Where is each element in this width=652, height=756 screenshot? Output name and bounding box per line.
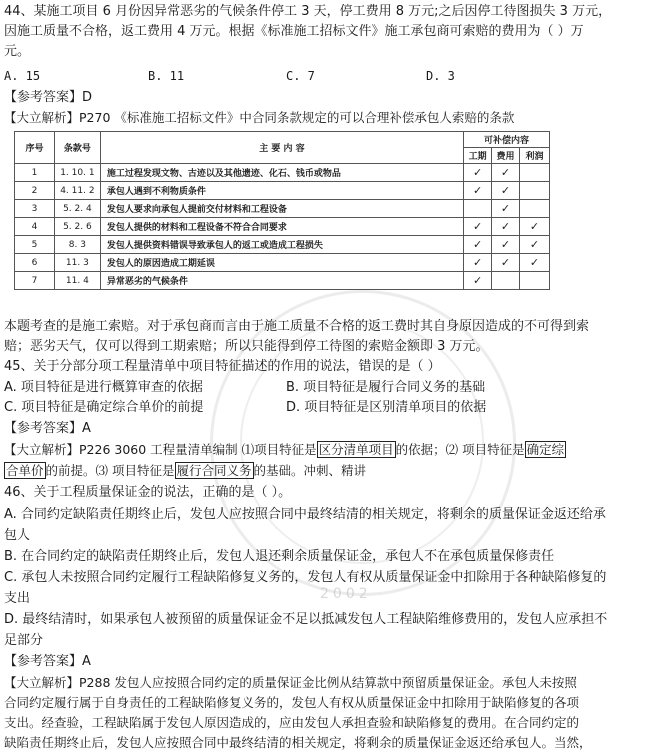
row-clause: 11. 4 — [54, 272, 100, 290]
row-no: 3 — [15, 200, 55, 218]
header-content: 主 要 内 容 — [100, 132, 463, 164]
check-mark — [520, 182, 550, 200]
row-no: 1 — [15, 164, 55, 182]
q45-analysis-part-d: 的基础。冲刺、精讲 — [253, 463, 367, 478]
row-clause: 11. 3 — [54, 254, 100, 272]
check-mark: ✓ — [492, 182, 520, 200]
table-row — [15, 182, 550, 200]
highlight-box-3: 履行合同义务 — [176, 463, 252, 478]
q46-option-a-1: A. 合同约定缺陷责任期终止后，发包人应按照合同中最终结清的相关规定，将剩余的质量保证金返还给承 — [4, 507, 606, 522]
check-mark: ✓ — [492, 218, 520, 236]
claim-compensation-table — [14, 131, 550, 311]
header-duration: 工期 — [464, 148, 492, 164]
table-row — [15, 254, 550, 272]
check-mark: ✓ — [464, 164, 492, 182]
row-clause: 4. 11. 2 — [54, 182, 100, 200]
q45-analysis-line-1 — [4, 441, 566, 459]
q45-option-c: C. 项目特征是确定综合单价的前提 — [4, 400, 204, 415]
highlight-box-2b: 合单价 — [6, 463, 44, 478]
q44-analysis: 【大立解析】P270 《标准施工招标文件》中合同条款规定的可以合理补偿承包人索赔的条款 — [4, 110, 515, 125]
q44-line-2: 因施工质量不合格，返工费用 4 万元。根据《标准施工招标文件》施工承包商可索赔的费用为（ ）万 — [4, 24, 584, 39]
check-mark — [492, 272, 520, 290]
row-clause: 8. 3 — [54, 236, 100, 254]
row-no: 5 — [15, 236, 55, 254]
header-no: 序号 — [15, 132, 55, 164]
header-profit: 利润 — [520, 148, 550, 164]
check-mark — [520, 272, 550, 290]
q45-option-a: A. 项目特征是进行概算审查的依据 — [4, 380, 203, 395]
q46-option-d-1: D. 最终结清时，如果承包人被预留的质量保证金不足以抵减发包人工程缺陷维修费用的，发包人应承担不 — [4, 612, 608, 627]
q45-option-b: B. 项目特征是履行合同义务的基础 — [286, 380, 486, 395]
row-clause: 5. 2. 6 — [54, 218, 100, 236]
row-content: 发包人要求向承包人提前交付材料和工程设备 — [100, 200, 463, 218]
q46-option-b: B. 在合同约定的缺陷责任期终止后，发包人退还剩余质量保证金，承包人不在承包质量保修责任 — [4, 549, 555, 564]
check-mark — [520, 164, 550, 182]
table-row — [15, 164, 550, 182]
check-mark — [520, 200, 550, 218]
q45-line-1: 45、关于分部分项工程量清单中项目特征描述的作用的说法，错误的是（ ） — [4, 359, 441, 374]
q44-option-b: B. 11 — [148, 69, 185, 83]
table-row — [15, 200, 550, 218]
check-mark: ✓ — [492, 164, 520, 182]
check-mark: ✓ — [492, 254, 520, 272]
q44-answer: 【参考答案】D — [4, 90, 93, 105]
header-compensation: 可补偿内容 — [464, 132, 550, 148]
check-mark: ✓ — [464, 182, 492, 200]
header-clause: 条款号 — [54, 132, 100, 164]
check-mark: ✓ — [492, 236, 520, 254]
check-mark: ✓ — [464, 218, 492, 236]
row-no: 2 — [15, 182, 55, 200]
q44-option-a: A. 15 — [4, 69, 41, 83]
q45-analysis-part-a: 【大立解析】P226 3060 工程量清单编制 ⑴项目特征是 — [4, 442, 317, 457]
row-content: 发包人提供资料错误导致承包人的返工或造成工程损失 — [100, 236, 463, 254]
q45-analysis-line-2 — [4, 462, 366, 480]
q44-line-1: 44、某施工项目 6 月份因异常恶劣的气候条件停工 3 天，停工费用 8 万元;之后因停工待图损失 3 万元， — [4, 4, 612, 19]
row-no: 6 — [15, 254, 55, 272]
q46-analysis-3: 支出。经查验，工程缺陷属于发包人原因造成的，应由发包人承担查验和缺陷修复的费用。在合同约定的 — [4, 715, 580, 730]
row-content: 施工过程发现文物、古迹以及其他遗迹、化石、钱币或物品 — [100, 164, 463, 182]
q44-option-d: D. 3 — [426, 69, 455, 83]
check-mark: ✓ — [464, 272, 492, 290]
q46-option-c-2: 支出 — [4, 591, 31, 606]
q45-analysis-part-c: 的前提。⑶ 项目特征是 — [45, 463, 175, 478]
check-mark — [464, 200, 492, 218]
q44-explain-1: 本题考查的是施工索赔。对于承包商而言由于施工质量不合格的返工费时其自身原因造成的不可得到索 — [4, 319, 590, 334]
q46-option-c-1: C. 承包人未按照合同约定履行工程缺陷修复义务的，发包人有权从质量保证金中扣除用于各种缺陷修复的 — [4, 570, 607, 585]
row-clause: 1. 10. 1 — [54, 164, 100, 182]
check-mark: ✓ — [464, 254, 492, 272]
check-mark: ✓ — [520, 254, 550, 272]
q44-explain-2: 赔；恶劣天气，仅可以得到工期索赔；所以只能得到停工待图的索赔金额即 3 万元。 — [4, 339, 489, 354]
q44-option-c: C. 7 — [286, 69, 315, 83]
table-row — [15, 272, 550, 290]
check-mark: ✓ — [464, 236, 492, 254]
row-content: 发包人的原因造成工期延误 — [100, 254, 463, 272]
q46-analysis-1: 【大立解析】P288 发包人应按照合同约定的质量保证金比例从结算款中预留质量保证金。承包人未按照 — [4, 675, 577, 690]
q46-analysis-4: 缺陷责任期终止后，发包人应按照合同中最终结清的相关规定，将剩余的质量保证金返还给承包人。当然， — [4, 735, 592, 750]
q45-analysis-part-b: 的依据；⑵ 项目特征是 — [395, 442, 525, 457]
check-mark: ✓ — [492, 200, 520, 218]
q46-option-d-2: 足部分 — [4, 633, 44, 648]
q46-line-1: 46、关于工程质量保证金的说法，正确的是（ ）。 — [4, 485, 292, 500]
row-no: 7 — [15, 272, 55, 290]
watermark-text: 2002 — [320, 586, 372, 602]
highlight-box-1: 区分清单项目 — [318, 442, 394, 457]
highlight-box-2a: 确定综 — [526, 442, 565, 457]
row-clause: 5. 2. 4 — [54, 200, 100, 218]
row-no: 4 — [15, 218, 55, 236]
row-content: 发包人提供的材料和工程设备不符合合同要求 — [100, 218, 463, 236]
table-row — [15, 218, 550, 236]
q45-answer: 【参考答案】A — [4, 421, 91, 436]
table-row — [15, 236, 550, 254]
q46-answer: 【参考答案】A — [4, 654, 91, 669]
row-content: 异常恶劣的气候条件 — [100, 272, 463, 290]
q45-option-d: D. 项目特征是区别清单项目的依据 — [286, 400, 487, 415]
check-mark: ✓ — [520, 236, 550, 254]
check-mark: ✓ — [520, 218, 550, 236]
row-content: 承包人遇到不利物质条件 — [100, 182, 463, 200]
q46-analysis-2: 合同约定履行属于自身责任的工程缺陷修复义务的，发包人有权从质量保证金中扣除用于缺陷修复的各项 — [4, 695, 580, 710]
q46-option-a-2: 包人 — [4, 528, 31, 543]
q44-line-3: 元。 — [4, 44, 31, 59]
header-cost: 费用 — [492, 148, 520, 164]
